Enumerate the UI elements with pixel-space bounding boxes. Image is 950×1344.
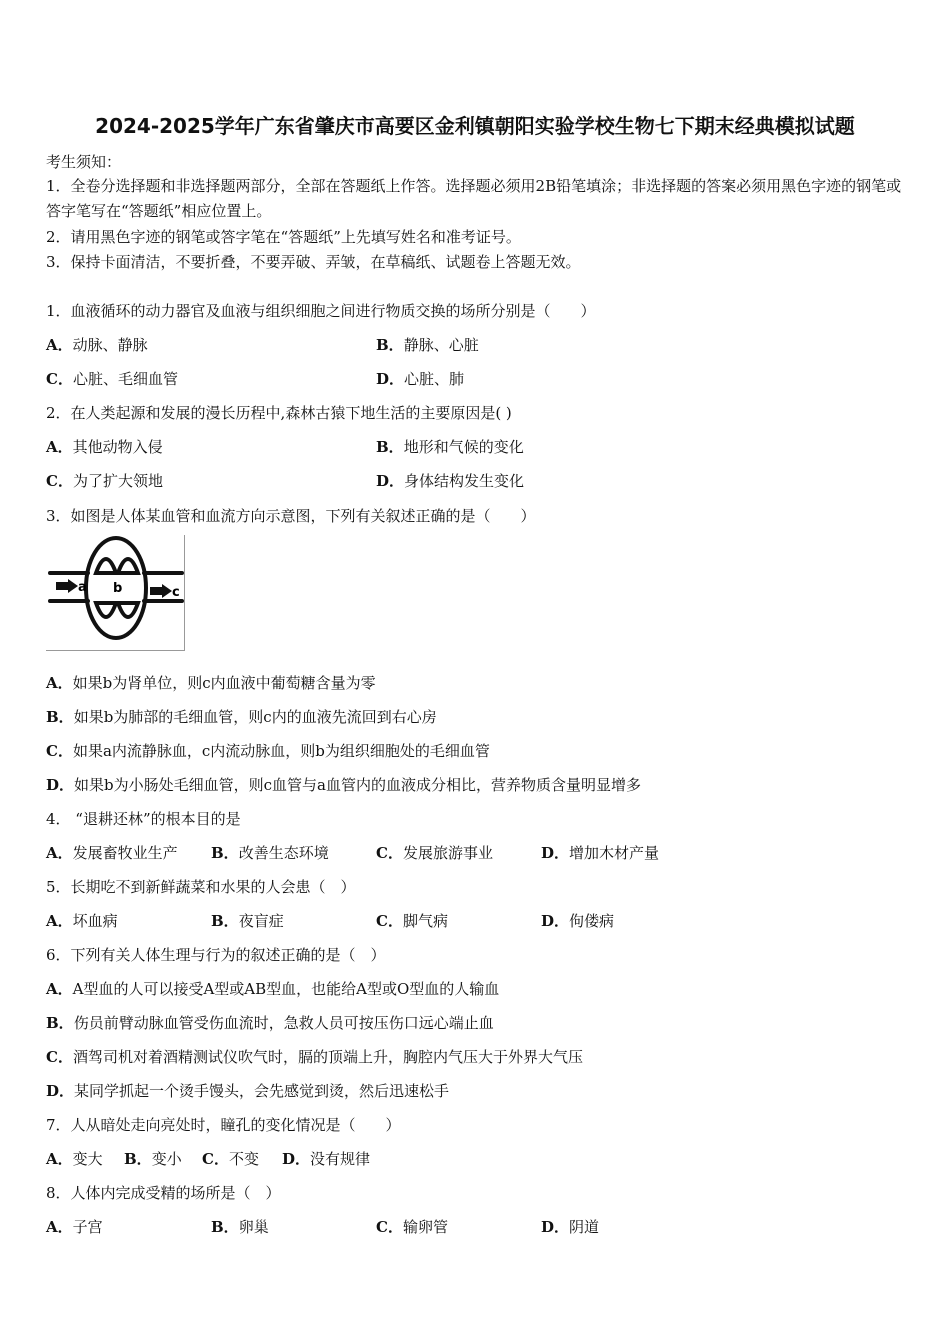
option-text: 动脉、静脉 <box>72 336 148 354</box>
option-4b[interactable] <box>211 843 329 863</box>
question-stem-2: 2．在人类起源和发展的漫长历程中,森林古猿下地生活的主要原因是( ) <box>46 404 512 422</box>
option-5a[interactable] <box>46 911 118 931</box>
option-text: 酒驾司机对着酒精测试仪吹气时，膈的顶端上升，胸腔内气压大于外界大气压 <box>72 1048 583 1066</box>
option-7d[interactable] <box>282 1149 370 1169</box>
option-label: B． <box>376 438 404 456</box>
option-text: 阴道 <box>569 1218 600 1236</box>
option-label: A． <box>46 674 73 692</box>
notice-heading: 考生须知： <box>46 153 122 171</box>
option-2a[interactable] <box>46 437 163 457</box>
option-4a[interactable] <box>46 843 178 863</box>
question-stem-6: 6．下列有关人体生理与行为的叙述正确的是（ ） <box>46 946 386 964</box>
option-text: 改善生态环境 <box>238 844 329 862</box>
question-stem-5: 5．长期吃不到新鲜蔬菜和水果的人会患（ ） <box>46 878 356 896</box>
option-text: 增加木材产量 <box>569 844 660 862</box>
option-label: D． <box>376 472 405 490</box>
option-text: 发展旅游事业 <box>402 844 493 862</box>
option-6c[interactable] <box>46 1047 583 1067</box>
blood-vessel-svg <box>46 535 184 650</box>
option-label: C． <box>376 844 403 862</box>
option-label: A． <box>46 980 73 998</box>
option-text: 输卵管 <box>402 1218 448 1236</box>
option-text: 身体结构发生变化 <box>404 472 525 490</box>
option-label: B． <box>211 844 239 862</box>
option-text: 卵巢 <box>238 1218 269 1236</box>
option-3d[interactable] <box>46 775 641 795</box>
question-stem-1: 1．血液循环的动力器官及血液与组织细胞之间进行物质交换的场所分别是（ ） <box>46 302 596 320</box>
option-label: C． <box>46 370 73 388</box>
option-text: A型血的人可以接受A型或AB型血，也能给A型或O型血的人输血 <box>72 980 500 998</box>
option-label: C． <box>46 742 73 760</box>
option-label: C． <box>376 1218 403 1236</box>
option-3b[interactable] <box>46 707 437 727</box>
option-5c[interactable] <box>376 911 448 931</box>
blood-vessel-diagram <box>46 535 185 651</box>
option-text: 静脉、心脏 <box>403 336 479 354</box>
flow-arrow-head <box>162 584 172 598</box>
option-text: 没有规律 <box>310 1150 371 1168</box>
option-label: D． <box>46 1082 75 1100</box>
flow-arrow <box>150 587 162 595</box>
option-3a[interactable] <box>46 673 376 693</box>
notice-item: 2．请用黑色字迹的钢笔或答字笔在“答题纸”上先填写姓名和准考证号。 <box>46 228 521 246</box>
option-text: 为了扩大领地 <box>72 472 163 490</box>
option-1a[interactable] <box>46 335 148 355</box>
option-label: A． <box>46 912 73 930</box>
option-1d[interactable] <box>376 369 464 389</box>
option-5b[interactable] <box>211 911 284 931</box>
option-3c[interactable] <box>46 741 490 761</box>
option-text: 脚气病 <box>402 912 448 930</box>
option-7a[interactable] <box>46 1149 103 1169</box>
option-label: A． <box>46 336 73 354</box>
option-text: 发展畜牧业生产 <box>72 844 178 862</box>
option-2c[interactable] <box>46 471 163 491</box>
option-text: 如果b为小肠处毛细血管，则c血管与a血管内的血液成分相比，营养物质含量明显增多 <box>74 776 641 794</box>
inner-chamber <box>118 603 138 617</box>
inner-chamber <box>96 559 116 573</box>
option-6d[interactable] <box>46 1081 449 1101</box>
option-2b[interactable] <box>376 437 524 457</box>
option-8d[interactable] <box>541 1217 599 1237</box>
option-text: 不变 <box>228 1150 259 1168</box>
option-7b[interactable] <box>124 1149 182 1169</box>
inner-chamber <box>118 559 138 573</box>
option-text: 某同学抓起一个烫手馒头，会先感觉到烫，然后迅速松手 <box>74 1082 450 1100</box>
option-text: 佝偻病 <box>569 912 615 930</box>
inner-chamber <box>96 603 116 617</box>
option-label: A． <box>46 1150 73 1168</box>
option-8c[interactable] <box>376 1217 448 1237</box>
option-label: A． <box>46 844 73 862</box>
option-text: 如果b为肾单位，则c内血液中葡萄糖含量为零 <box>72 674 376 692</box>
notice-item: 3．保持卡面清洁，不要折叠，不要弄破、弄皱，在草稿纸、试题卷上答题无效。 <box>46 253 581 271</box>
flow-arrow <box>56 582 68 590</box>
option-label: B． <box>376 336 404 354</box>
option-4c[interactable] <box>376 843 493 863</box>
option-text: 地形和气候的变化 <box>403 438 524 456</box>
option-label: D． <box>541 844 570 862</box>
option-text: 其他动物入侵 <box>72 438 163 456</box>
option-label: B． <box>46 708 74 726</box>
option-text: 如果b为肺部的毛细血管，则c内的血液先流回到右心房 <box>73 708 437 726</box>
option-text: 伤员前臂动脉血管受伤血流时，急救人员可按压伤口远心端止血 <box>73 1014 494 1032</box>
option-label: D． <box>282 1150 311 1168</box>
option-label: B． <box>46 1014 74 1032</box>
option-label: C． <box>376 912 403 930</box>
option-label: C． <box>202 1150 229 1168</box>
label-c: c <box>172 585 180 600</box>
flow-arrow-head <box>68 579 78 593</box>
option-text: 如果a内流静脉血，c内流动脉血，则b为组织细胞处的毛细血管 <box>72 742 490 760</box>
option-6a[interactable] <box>46 979 499 999</box>
option-text: 坏血病 <box>72 912 118 930</box>
label-b: b <box>113 581 123 596</box>
option-text: 夜盲症 <box>238 912 284 930</box>
question-stem-4: 4． “退耕还林”的根本目的是 <box>46 810 241 828</box>
option-4d[interactable] <box>541 843 659 863</box>
option-text: 心脏、毛细血管 <box>72 370 178 388</box>
question-stem-8: 8．人体内完成受精的场所是（ ） <box>46 1184 281 1202</box>
option-label: B． <box>211 1218 239 1236</box>
option-8a[interactable] <box>46 1217 103 1237</box>
option-text: 心脏、肺 <box>404 370 465 388</box>
option-label: D． <box>376 370 405 388</box>
option-label: A． <box>46 438 73 456</box>
option-text: 变小 <box>151 1150 182 1168</box>
option-label: A． <box>46 1218 73 1236</box>
option-text: 变大 <box>72 1150 103 1168</box>
option-label: B． <box>211 912 239 930</box>
option-label: D． <box>541 912 570 930</box>
notice-item: 1．全卷分选择题和非选择题两部分，全部在答题纸上作答。选择题必须用2B铅笔填涂；非选择题的答案必须用黑色字迹的钢笔或答字笔写在“答题纸”相应位置上。 <box>46 177 902 220</box>
option-8b[interactable] <box>211 1217 269 1237</box>
question-stem-3: 3．如图是人体某血管和血流方向示意图，下列有关叙述正确的是（ ） <box>46 507 536 525</box>
option-1c[interactable] <box>46 369 178 389</box>
option-label: D． <box>541 1218 570 1236</box>
label-a: a <box>78 580 87 595</box>
option-7c[interactable] <box>202 1149 259 1169</box>
option-label: B． <box>124 1150 152 1168</box>
option-1b[interactable] <box>376 335 479 355</box>
option-label: D． <box>46 776 75 794</box>
option-text: 子宫 <box>72 1218 103 1236</box>
option-6b[interactable] <box>46 1013 494 1033</box>
option-2d[interactable] <box>376 471 524 491</box>
exam-title: 2024-2025学年广东省肇庆市高要区金利镇朝阳实验学校生物七下期末经典模拟试题 <box>95 114 855 138</box>
option-label: C． <box>46 1048 73 1066</box>
question-stem-7: 7．人从暗处走向亮处时，瞳孔的变化情况是（ ） <box>46 1116 401 1134</box>
option-label: C． <box>46 472 73 490</box>
option-5d[interactable] <box>541 911 614 931</box>
